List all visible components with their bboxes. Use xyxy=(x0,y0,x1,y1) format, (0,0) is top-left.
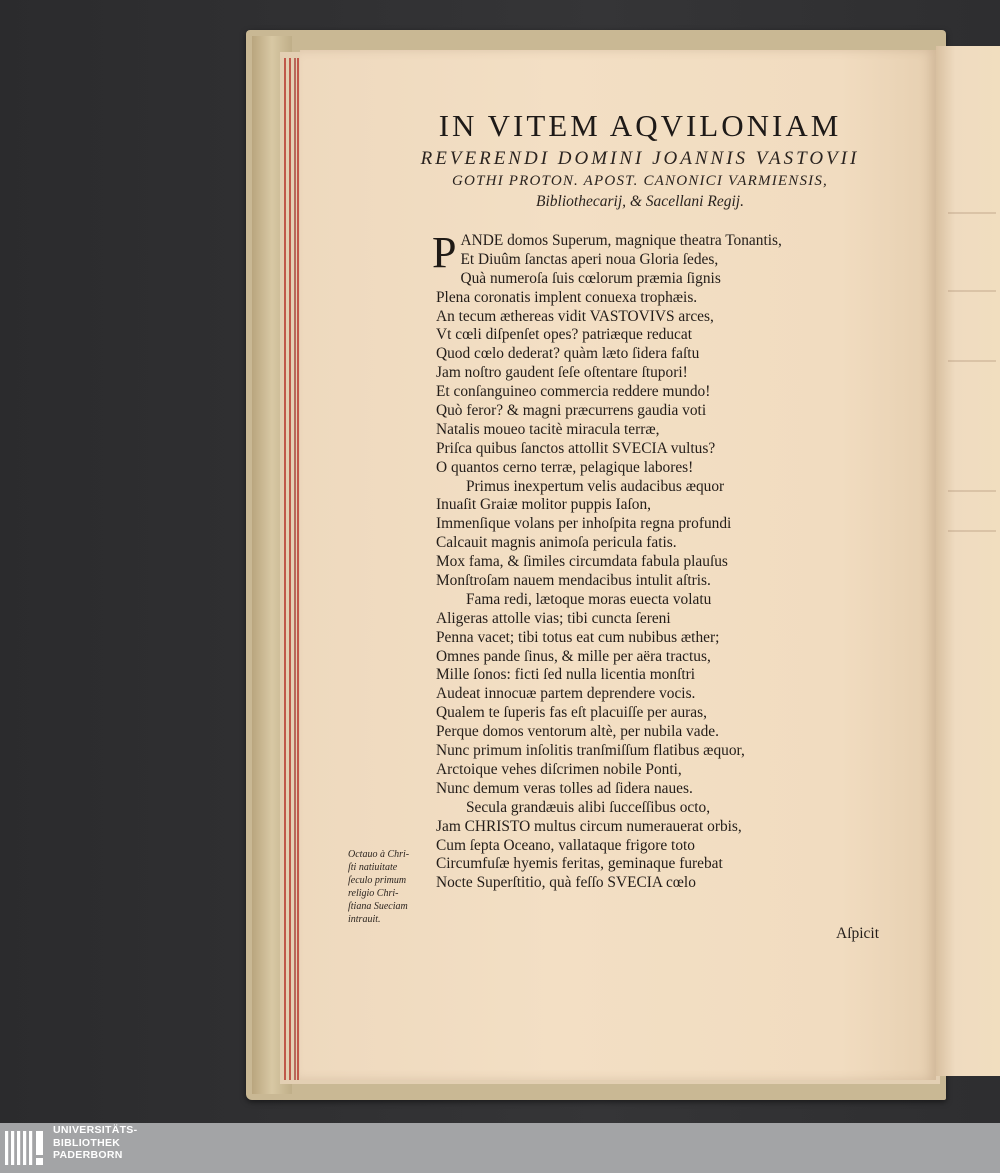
red-page-edge-1 xyxy=(284,58,286,1080)
poem-line: Inuaſit Graiæ molitor puppis Iaſon, xyxy=(436,496,652,514)
poem-line: Arctoique vehes diſcrimen nobile Ponti, xyxy=(436,760,682,778)
marginal-note-line: ſtiana Sueciam xyxy=(348,901,408,912)
poem-line: Et Diuûm ſanctas aperi noua Gloria ſedes, xyxy=(460,250,719,268)
facing-page-showthrough xyxy=(948,290,996,292)
poem-line: Secula grandæuis alibi ſucceſſibus octo, xyxy=(466,798,711,816)
library-name-line: UNIVERSITÄTS- xyxy=(53,1124,138,1136)
poem-line: Nocte Superſtitio, quà feſſo SVECIA cœlo xyxy=(436,874,696,892)
poem-line: Perque domos ventorum altè, per nubila vade. xyxy=(436,723,719,741)
library-name xyxy=(53,1124,137,1162)
page-title: IN VITEM AQVILONIAM xyxy=(438,108,842,143)
library-name-line: PADERBORN xyxy=(53,1149,123,1161)
poem-line: Audeat innocuæ partem deprendere vocis. xyxy=(436,685,696,703)
poem-line: Jam noſtro gaudent ſeſe oſtentare ſtupori! xyxy=(436,364,688,382)
marginal-note-line: ſti natiuitate xyxy=(348,862,398,873)
poem-line: Mox fama, & ſimiles circumdata fabula plauſus xyxy=(436,553,728,571)
marginal-note-line: Octauo à Chri- xyxy=(348,849,410,860)
poem-line: Plena coronatis implent conuexa trophæis. xyxy=(436,288,698,306)
poem-line: O quantos cerno terræ, pelagique labores! xyxy=(436,458,694,476)
poem-line: Nunc demum veras tolles ad ſidera naues. xyxy=(436,779,693,797)
red-page-edge-4 xyxy=(297,58,299,1080)
marginal-note-line: ſeculo primum xyxy=(348,875,407,886)
red-page-edge-2 xyxy=(289,58,291,1080)
poem-line: Quà numeroſa ſuis cœlorum præmia ſignis xyxy=(460,269,721,287)
marginal-note-line: intrauit. xyxy=(348,914,381,925)
red-page-edge-3 xyxy=(294,58,296,1080)
poem-line: Cum ſepta Oceano, vallataque frigore toto xyxy=(436,836,695,854)
facing-page-showthrough xyxy=(948,360,996,362)
library-logo-icon xyxy=(4,1127,48,1169)
poem-line: ANDE domos Superum, magnique theatra Tonantis, xyxy=(460,232,782,249)
poem-line: Quod cœlo dederat? quàm læto ſidera faſtu xyxy=(436,345,700,363)
poem-line: Vt cœli diſpenſet opes? patriæque reducat xyxy=(436,326,692,344)
poem-line: Omnes pande ſinus, & mille per aëra tractus, xyxy=(436,647,711,665)
poem-line: Natalis moueo tacitè miracula terræ, xyxy=(436,420,660,438)
subtitle-author: REVERENDI DOMINI JOANNIS VASTOVII xyxy=(420,148,860,169)
poem-body xyxy=(432,228,856,893)
poem-line: Mille ſonos: ficti ſed nulla licentia monſtri xyxy=(436,666,696,684)
subtitle-role: Bibliothecarij, & Sacellani Regij. xyxy=(536,193,744,210)
poem-line: Et conſanguineo commercia reddere mundo! xyxy=(436,383,711,401)
subtitle-office: GOTHI PROTON. APOST. CANONICI VARMIENSIS, xyxy=(452,173,828,189)
marginal-note xyxy=(348,848,432,926)
poem-line: Calcauit magnis animoſa pericula fatis. xyxy=(436,534,677,552)
poem-line: Aligeras attolle vias; tibi cuncta ſereni xyxy=(436,609,671,627)
drop-capital: P xyxy=(432,228,457,277)
poem-line: Quò feror? & magni præcurrens gaudia voti xyxy=(436,402,707,420)
facing-page-showthrough xyxy=(948,212,996,214)
poem-line: Fama redi, lætoque moras euecta volatu xyxy=(466,590,712,608)
poem-line: Priſca quibus ſanctos attollit SVECIA vultus? xyxy=(436,439,716,457)
poem-line: Circumfuſæ hyemis feritas, geminaque furebat xyxy=(436,855,723,873)
poem-line: Nunc primum inſolitis tranſmiſſum flatibus æquor, xyxy=(436,742,745,760)
poem-line: An tecum æthereas vidit VASTOVIVS arces, xyxy=(436,307,714,325)
poem-line: Qualem te ſuperis fas eſt placuiſſe per auras, xyxy=(436,704,707,722)
catchword: Aſpicit xyxy=(836,925,880,942)
poem-line: Penna vacet; tibi totus eat cum nubibus æther; xyxy=(436,628,720,646)
poem-line: Monſtroſam nauem mendacibus intulit aſtris. xyxy=(436,572,711,590)
marginal-note-line: religio Chri- xyxy=(348,888,399,899)
facing-page-showthrough xyxy=(948,530,996,532)
facing-page-showthrough xyxy=(948,490,996,492)
poem-line: Jam CHRISTO multus circum numerauerat orbis, xyxy=(436,817,742,835)
library-name-line: BIBLIOTHEK xyxy=(53,1136,121,1149)
poem-line: Immenſique volans per inhoſpita regna profundi xyxy=(436,515,732,533)
poem-line: Primus inexpertum velis audacibus æquor xyxy=(466,477,725,495)
footer-bar xyxy=(0,1123,1000,1173)
facing-page-edge xyxy=(936,46,1000,1076)
